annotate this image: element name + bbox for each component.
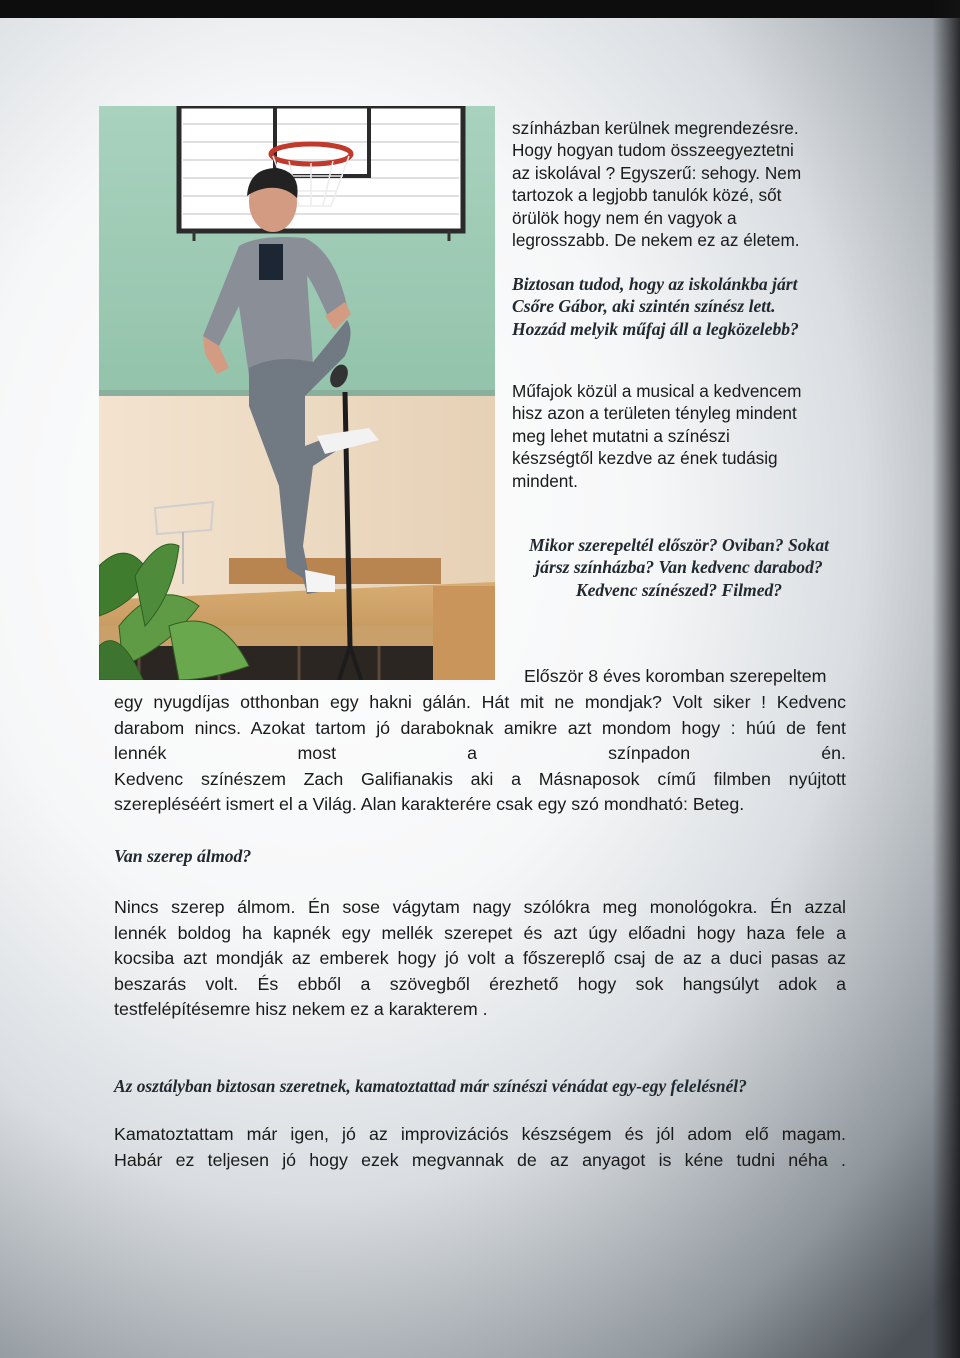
answer-1 (512, 117, 848, 251)
question-3 (506, 534, 852, 601)
text-line: mindent. (512, 470, 578, 491)
stage-photo-illustration (99, 106, 495, 680)
text-line: Csőre Gábor, aki szintén színész lett. (512, 296, 776, 317)
text-line: beszarás volt. És ebből a szövegből érezhető hogy sok hangsúlyt adok a (114, 973, 846, 994)
text-line: testfelépítésemre hisz nekem ez a karakterem . (114, 999, 488, 1019)
text-line: meg lehet mutatni a színészi (512, 425, 730, 446)
text-line: jársz színházba? Van kedvenc darabod? (535, 557, 823, 578)
text-line: Habár ez teljesen jó hogy ezek megvannak de az anyagot is kéne tudni néha . (114, 1149, 846, 1170)
text-line: Kedvenc színészem Zach Galifianakis aki a Másnaposok című filmben nyújtott (114, 768, 846, 789)
text-line: szerepléséért ismert el a Világ. Alan karakterére csak egy szó mondható: Beteg. (114, 794, 745, 814)
question-5: Az osztályban biztosan szeretnek, kamatoztattad már színészi vénádat egy-egy felelésnél? (114, 1076, 747, 1096)
text-line: Hogy hogyan tudom összeegyeztetni (512, 140, 794, 161)
answer-3 (114, 690, 846, 818)
text-line: kocsiba azt mondják az emberek hogy jó volt a főszereplő csaj de az a duci pasas az (114, 948, 846, 968)
right-edge-shadow (932, 0, 960, 1358)
text-line: Műfajok közül a musical a kedvencem (512, 381, 802, 401)
answer-2 (512, 380, 848, 492)
text-line: Nincs szerep álmom. Én sose vágytam nagy szólókra meg monológokra. Én azzal (114, 897, 846, 917)
text-line: legrosszabb. De nekem ez az életem. (512, 230, 800, 251)
text-line: az iskolával ? Egyszerű: sehogy. Nem (512, 162, 802, 183)
top-border (0, 0, 960, 18)
text-line: Mikor szerepeltél először? Oviban? Sokat (528, 535, 830, 555)
text-line: egy nyugdíjas otthonban egy hakni gálán. Hát mit ne mondjak? Volt siker ! Kedvenc (114, 692, 846, 712)
text-line: örülök hogy nem én vagyok a (512, 207, 737, 228)
text-line: színházban kerülnek megrendezésre. (512, 118, 799, 138)
photo-performer-on-stage (99, 106, 495, 680)
text-line: Kamatoztattam már igen, jó az improvizációs készségem és jól adom elő magam. (114, 1124, 846, 1144)
text-line: lennék boldog ha kapnék egy mellék szerepet és azt úgy előadni hogy haza fele a (114, 922, 846, 943)
text-line: Hozzád melyik műfaj áll a legközelebb? (512, 318, 799, 339)
question-2 (512, 273, 848, 340)
text-line: hisz azon a területen tényleg mindent (512, 403, 797, 424)
text-line: tartozok a legjobb tanulók közé, sőt (512, 185, 782, 206)
answer-5 (114, 1122, 846, 1173)
text-line: Biztosan tudod, hogy az iskolánkba járt (512, 274, 798, 294)
text-line: darabom nincs. Azokat tartom jó daraboknak amikre azt mondom hogy : húú de fent (114, 717, 846, 738)
text-line: lennék most a színpadon én. (114, 743, 846, 763)
answer-3-first-line: Először 8 éves koromban szerepeltem (524, 666, 827, 686)
text-line: készségtől kezdve az ének tudásig (512, 448, 778, 469)
question-4: Van szerep álmod? (114, 846, 252, 866)
text-line: Kedvenc színészed? Filmed? (575, 579, 783, 600)
answer-4 (114, 895, 846, 1023)
